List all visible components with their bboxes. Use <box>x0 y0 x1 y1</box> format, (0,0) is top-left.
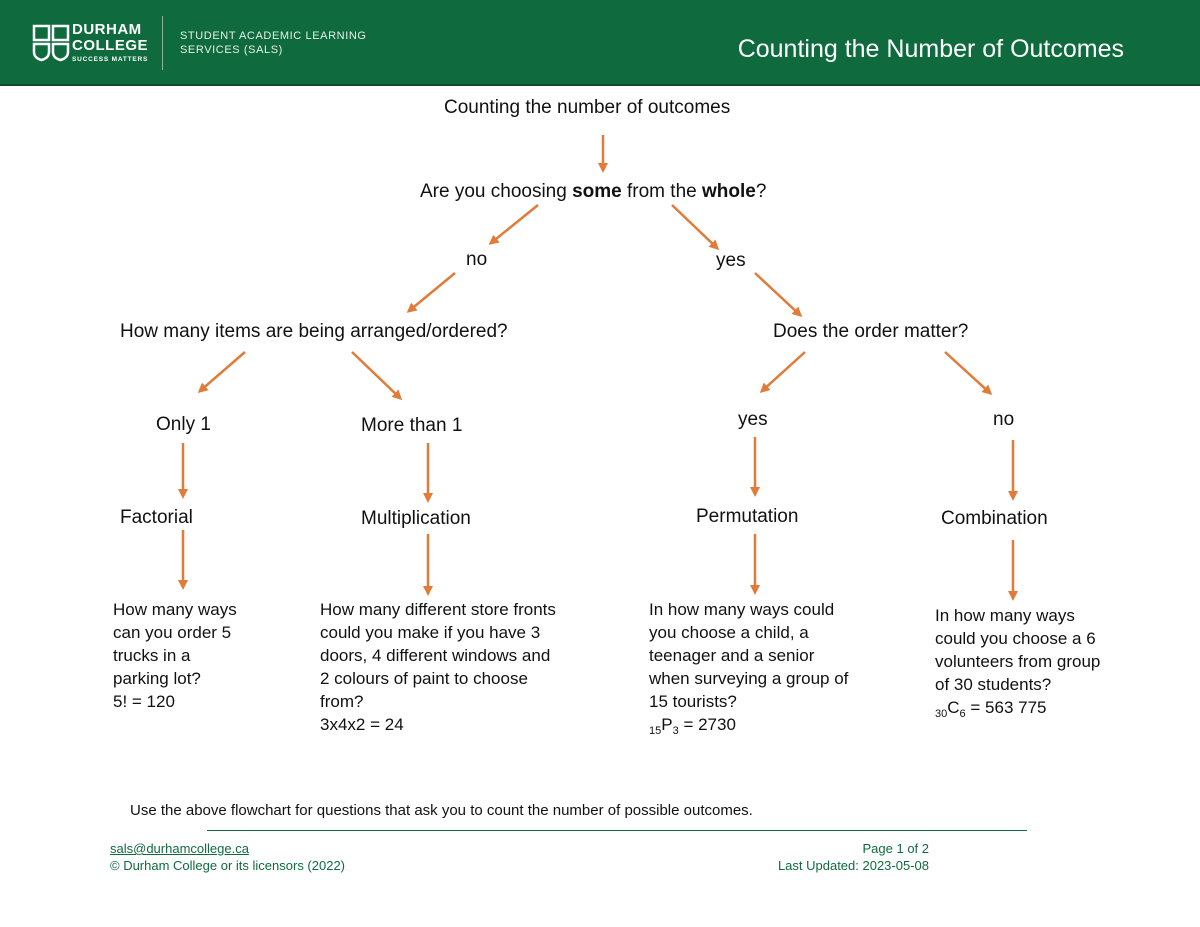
perm-n-subscript: 15 <box>649 725 662 737</box>
service-line-1: STUDENT ACADEMIC LEARNING <box>180 30 367 42</box>
example-line: from? <box>320 692 364 711</box>
arrow-question-to-yes <box>672 205 717 248</box>
permutation-formula <box>649 713 848 743</box>
option-only-1: Only 1 <box>156 414 211 435</box>
arrow-no-to-arranged <box>409 273 455 311</box>
footer-rule <box>207 830 1027 831</box>
example-line: of 30 students? <box>935 675 1052 694</box>
method-multiplication: Multiplication <box>361 508 471 529</box>
example-factorial <box>113 598 237 713</box>
branch-no-label: no <box>466 249 488 270</box>
brand-line-1: DURHAM <box>72 21 142 38</box>
perm-result: = 2730 <box>678 715 736 734</box>
example-line: parking lot? <box>113 669 201 688</box>
question-text-mid: from the <box>621 181 702 202</box>
perm-r-subscript: 3 <box>672 725 679 737</box>
arrow-yes-to-order <box>755 273 800 315</box>
arrow-question-to-no <box>491 205 538 243</box>
example-line: doors, 4 different windows and <box>320 646 551 665</box>
question-bold-whole: whole <box>701 181 756 202</box>
example-line: 15 tourists? <box>649 692 737 711</box>
method-combination: Combination <box>941 508 1048 529</box>
arrow-arranged-to-more1 <box>352 352 400 398</box>
root-node: Counting the number of outcomes <box>444 97 731 118</box>
example-answer: 3x4x2 = 24 <box>320 715 404 734</box>
document-title: Counting the Number of Outcomes <box>737 35 1124 63</box>
example-line: when surveying a group of <box>649 669 849 688</box>
question-bold-some: some <box>572 181 622 202</box>
example-line: trucks in a <box>113 646 191 665</box>
arrow-arranged-to-only1 <box>200 352 245 391</box>
brand-line-2: COLLEGE <box>72 37 149 54</box>
example-combination <box>935 604 1100 726</box>
question-some-from-whole <box>420 181 766 203</box>
combination-formula <box>935 696 1100 726</box>
option-order-yes: yes <box>738 409 768 430</box>
example-multiplication <box>320 598 556 736</box>
question-text-post: ? <box>755 181 767 202</box>
example-line: volunteers from group <box>935 652 1101 671</box>
last-updated: Last Updated: 2023-05-08 <box>777 858 929 873</box>
example-line: How many ways <box>113 600 237 619</box>
example-line: could you make if you have 3 <box>320 623 541 642</box>
arrow-order-to-yes <box>762 352 805 391</box>
method-permutation: Permutation <box>696 506 799 527</box>
example-line: could you choose a 6 <box>935 629 1096 648</box>
perm-letter: P <box>661 715 673 734</box>
example-line: can you order 5 <box>113 623 232 642</box>
example-line: you choose a child, a <box>649 623 809 642</box>
question-text-pre: Are you choosing <box>420 181 573 202</box>
page-number: Page 1 of 2 <box>862 841 929 856</box>
comb-result: = 563 775 <box>965 698 1047 717</box>
comb-letter: C <box>947 698 960 717</box>
option-more-than-1: More than 1 <box>361 415 463 436</box>
example-line: 2 colours of paint to choose <box>320 669 528 688</box>
brand-tagline: SUCCESS MATTERS <box>72 56 149 63</box>
example-line: teenager and a senior <box>649 646 815 665</box>
question-order-matter: Does the order matter? <box>773 321 969 342</box>
email-link[interactable]: sals@durhamcollege.ca <box>110 841 249 856</box>
usage-note: Use the above flowchart for questions that ask you to count the number of possible outcomes. <box>130 802 753 819</box>
branch-yes-label: yes <box>716 250 746 271</box>
example-line: In how many ways could <box>649 600 835 619</box>
example-answer: 5! = 120 <box>113 692 175 711</box>
example-line: How many different store fronts <box>320 600 556 619</box>
method-factorial: Factorial <box>120 507 193 528</box>
comb-n-subscript: 30 <box>935 708 948 720</box>
comb-r-subscript: 6 <box>959 708 966 720</box>
copyright-text: © Durham College or its licensors (2022) <box>110 858 346 873</box>
arrow-order-to-no <box>945 352 990 393</box>
service-line-2: SERVICES (SALS) <box>180 44 283 56</box>
example-line: In how many ways <box>935 606 1075 625</box>
option-order-no: no <box>993 409 1015 430</box>
example-permutation <box>649 598 848 743</box>
question-items-arranged: How many items are being arranged/ordered? <box>120 321 508 342</box>
